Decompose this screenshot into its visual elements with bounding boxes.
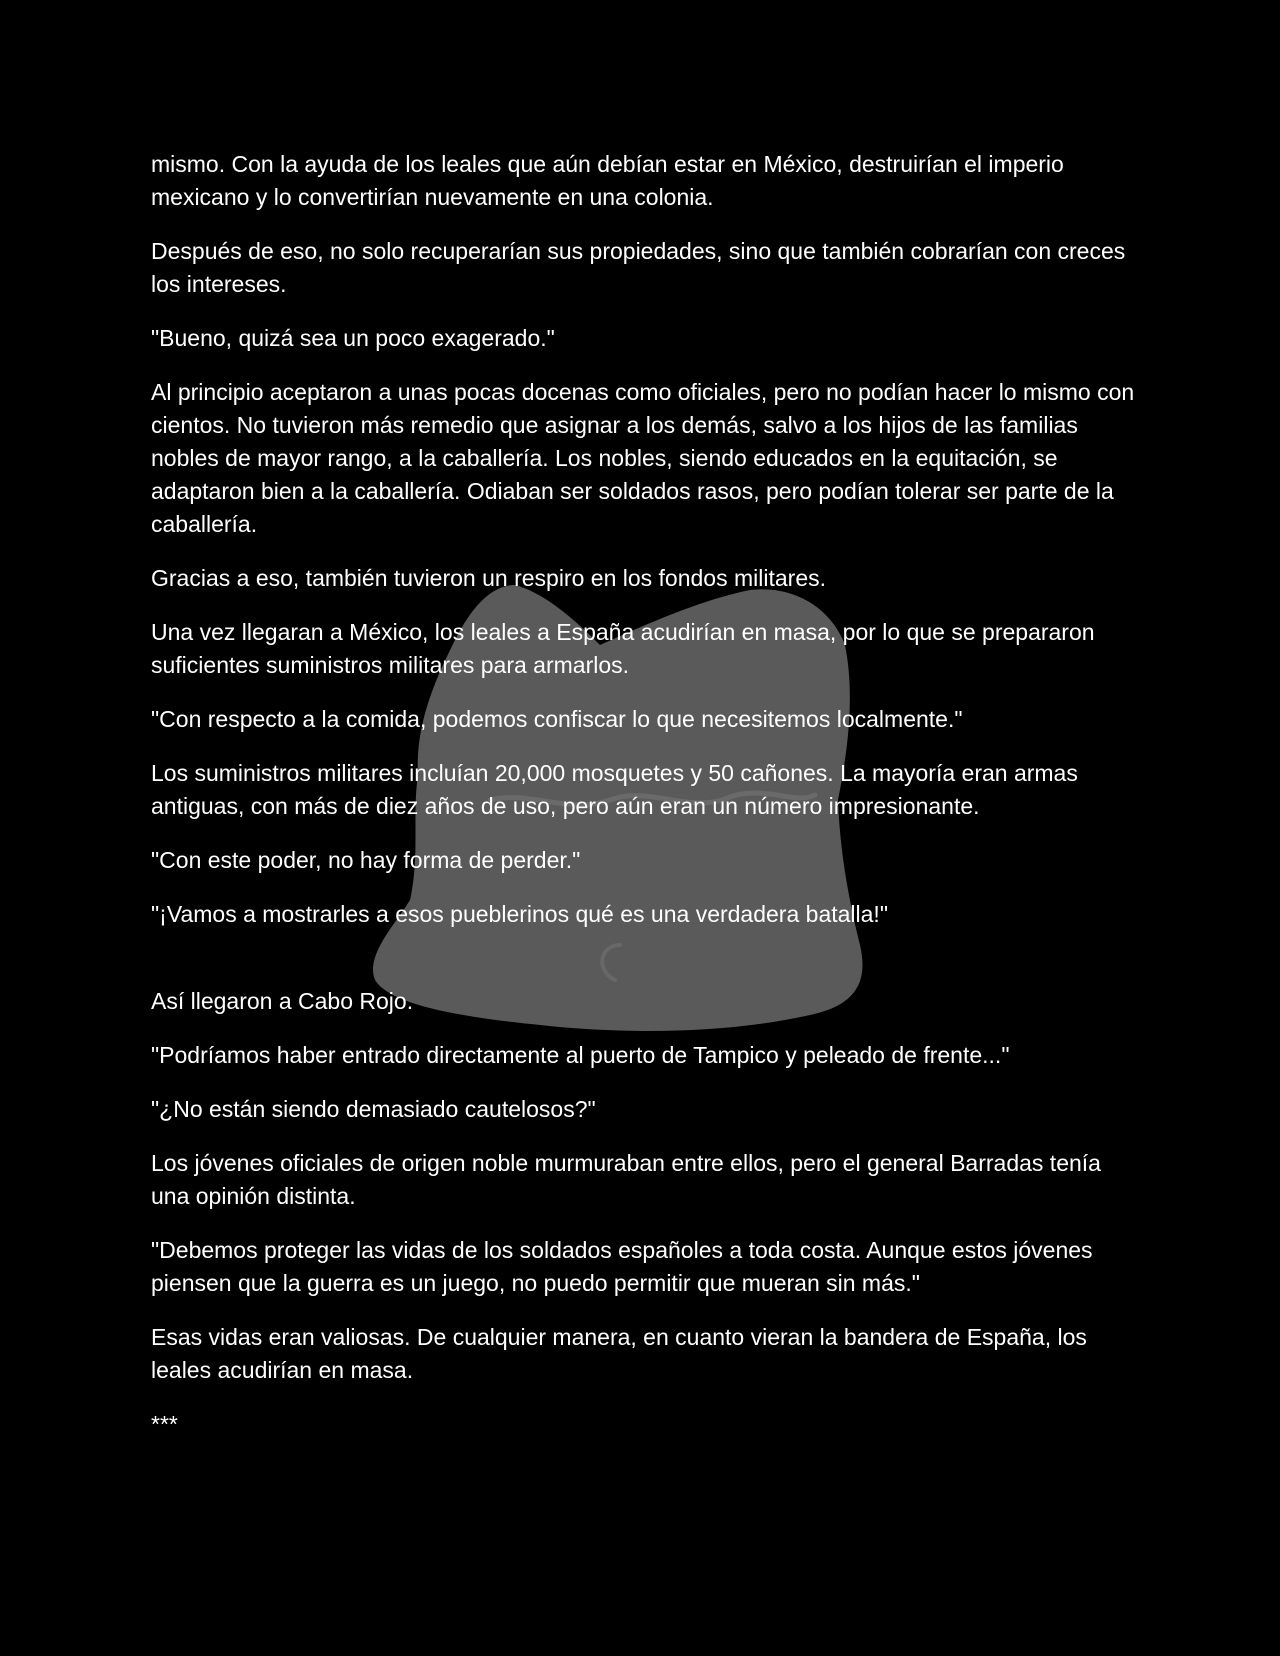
paragraph: "Debemos proteger las vidas de los soldados españoles a toda costa. Aunque estos jóvenes piensen que la guerra es un juego, no puedo permitir que mueran sin más.": [151, 1237, 1093, 1296]
document-body: [151, 148, 1136, 1462]
paragraph: "Con respecto a la comida, podemos confiscar lo que necesitemos localmente.": [151, 706, 963, 732]
paragraph: Esas vidas eran valiosas. De cualquier manera, en cuanto vieran la bandera de España, los leales acudirían en masa.: [151, 1324, 1087, 1383]
paragraph: Al principio aceptaron a unas pocas docenas como oficiales, pero no podían hacer lo mismo con cientos. No tuvieron más remedio que asignar a los demás, salvo a los hijos de las familias nobles de mayor rango, a la caballería. Los nobles, siendo educados en la equitación, se adaptaron bien a la caballería. Odiaban ser soldados rasos, pero podían tolerar ser parte de la caballería.: [151, 379, 1135, 537]
paragraph: Así llegaron a Cabo Rojo.: [151, 988, 414, 1014]
paragraph: "¡Vamos a mostrarles a esos pueblerinos qué es una verdadera batalla!": [151, 901, 888, 927]
paragraph: mismo. Con la ayuda de los leales que aún debían estar en México, destruirían el imperio mexicano y lo convertirían nuevamente en una colonia.: [151, 151, 1064, 210]
paragraph: "Podríamos haber entrado directamente al puerto de Tampico y peleado de frente...": [151, 1042, 1010, 1068]
paragraph: Los jóvenes oficiales de origen noble murmuraban entre ellos, pero el general Barradas tenía una opinión distinta.: [151, 1150, 1101, 1209]
paragraph: "Con este poder, no hay forma de perder.": [151, 847, 581, 873]
paragraph: "Bueno, quizá sea un poco exagerado.": [151, 325, 555, 351]
paragraph: Gracias a eso, también tuvieron un respiro en los fondos militares.: [151, 565, 826, 591]
paragraph: "¿No están siendo demasiado cautelosos?": [151, 1096, 596, 1122]
paragraph: Una vez llegaran a México, los leales a España acudirían en masa, por lo que se prepararon suficientes suministros militares para armarlos.: [151, 619, 1095, 678]
scene-break: ***: [151, 1411, 178, 1437]
paragraph: Los suministros militares incluían 20,000 mosquetes y 50 cañones. La mayoría eran armas antiguas, con más de diez años de uso, pero aún eran un número impresionante.: [151, 760, 1078, 819]
paragraph: Después de eso, no solo recuperarían sus propiedades, sino que también cobrarían con creces los intereses.: [151, 238, 1126, 297]
